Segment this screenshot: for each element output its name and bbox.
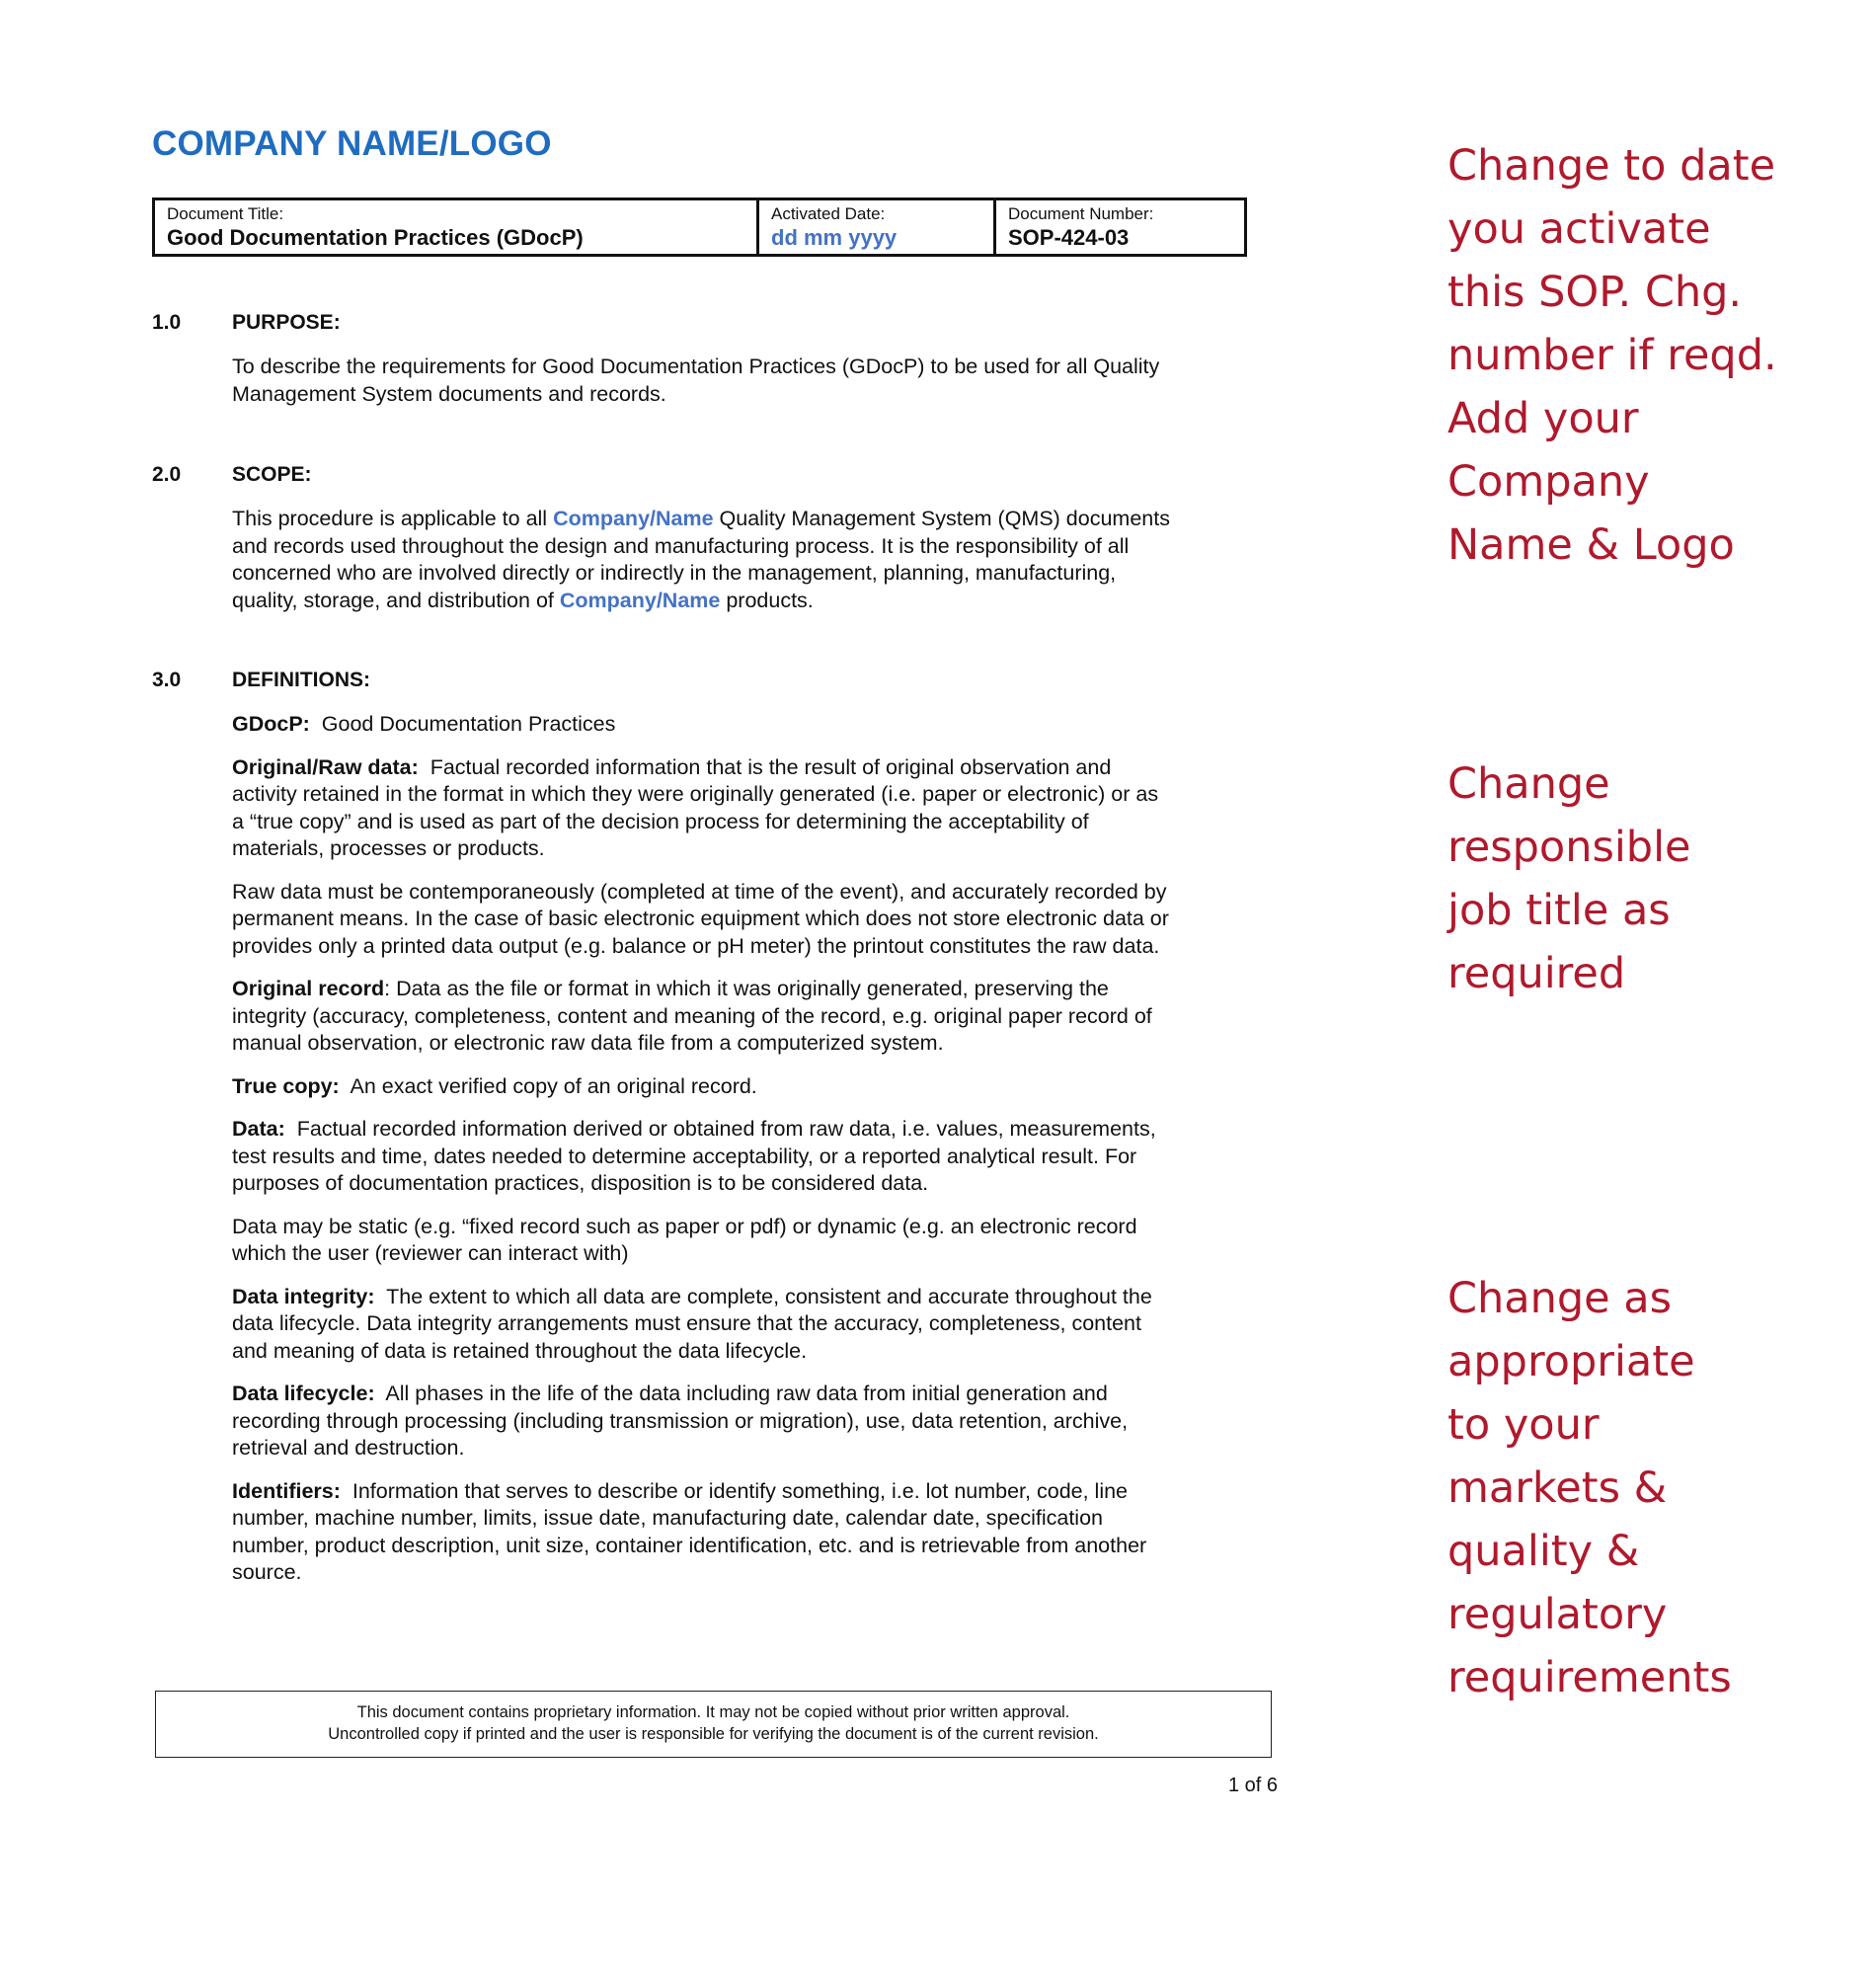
definition-data-integrity (232, 1284, 1298, 1366)
activated-date-value: dd mm yyyy (771, 225, 898, 250)
document-header-table (152, 198, 1247, 257)
annotation-line: number if reqd. (1447, 331, 1777, 380)
text-line (232, 588, 1298, 615)
section-scope-heading (152, 463, 312, 487)
annotation-line: requirements (1447, 1653, 1732, 1702)
purpose-text (232, 354, 1298, 408)
definition-term: True copy: (232, 1073, 340, 1098)
text-span: This procedure is applicable to all (232, 507, 554, 530)
text-line: Data may be static (e.g. “fixed record such as paper or pdf) or dynamic (e.g. an electronic record (232, 1214, 1137, 1238)
annotation-header-instructions (1447, 134, 1862, 577)
text-line: source. (232, 1560, 302, 1584)
paragraph-raw-data-requirements (232, 879, 1298, 961)
company-placeholder: Company/Name (553, 507, 714, 530)
text-line: data lifecycle. Data integrity arrangements must ensure that the accuracy, completeness, content (232, 1311, 1141, 1335)
annotation-line: Change as (1447, 1274, 1673, 1323)
annotation-line: required (1447, 949, 1626, 998)
text-line: purposes of documentation practices, disposition is to be considered data. (232, 1171, 929, 1195)
definition-text: The extent to which all data are complete, consistent and accurate throughout the (386, 1284, 1152, 1308)
definitions-text (232, 711, 1298, 1603)
doc-title-cell (155, 200, 759, 254)
document-number-cell (996, 200, 1244, 254)
text-line: integrity (accuracy, completeness, content and meaning of the record, e.g. original paper record of (232, 1003, 1152, 1028)
annotation-line: job title as (1447, 886, 1671, 935)
definition-original-record (232, 976, 1298, 1058)
section-definitions-heading (152, 669, 370, 692)
text-line: and meaning of data is retained throughout the data lifecycle. (232, 1338, 808, 1363)
confidentiality-footer (155, 1691, 1272, 1758)
text-line: recording through processing (including transmission or migration), use, data retention, archive, (232, 1408, 1129, 1433)
section-purpose-heading (152, 311, 341, 335)
annotation-line: responsible (1447, 823, 1691, 872)
annotation-line: quality & (1447, 1527, 1640, 1576)
text-line: retrieval and destruction. (232, 1436, 465, 1460)
definition-text: Factual recorded information derived or obtained from raw data, i.e. values, measurements, (296, 1117, 1156, 1141)
text-line: number, product description, unit size, container identification, etc. and is retrievable from another (232, 1533, 1147, 1557)
annotation-line: to your (1447, 1400, 1600, 1450)
definition-term: Data lifecycle: (232, 1382, 375, 1405)
definition-text: An exact verified copy of an original record. (350, 1073, 757, 1098)
definition-data-lifecycle (232, 1381, 1298, 1462)
text-line: To describe the requirements for Good Documentation Practices (GDocP) to be used for all Quality (232, 355, 1160, 378)
annotation-line: Change to date (1447, 141, 1776, 191)
definition-term: Data: (232, 1117, 285, 1141)
section-number: 1.0 (152, 311, 182, 334)
annotation-job-title (1447, 752, 1862, 1005)
annotation-line: this SOP. Chg. (1447, 268, 1743, 317)
paragraph-static-dynamic (232, 1214, 1298, 1268)
annotation-markets-requirements (1447, 1267, 1862, 1709)
section-title: DEFINITIONS: (232, 669, 370, 691)
footer-line: This document contains proprietary information. It may not be copied without prior written approval. (356, 1703, 1070, 1721)
text-span: quality, storage, and distribution of (232, 588, 560, 612)
doc-title-label: Document Title: (167, 204, 284, 223)
text-line: provides only a printed data output (e.g. balance or pH meter) the printout constitutes the raw data. (232, 933, 1160, 958)
text-span: Quality Management System (QMS) documents (713, 507, 1170, 530)
text-line: number, machine number, limits, issue date, manufacturing date, calendar date, specification (232, 1506, 1103, 1530)
document-number-value: SOP-424-03 (1008, 225, 1130, 250)
annotation-line: you activate (1447, 204, 1711, 254)
text-line: Raw data must be contemporaneously (completed at time of the event), and accurately recorded by (232, 879, 1167, 904)
definition-term: GDocP: (232, 712, 310, 736)
definition-term: Identifiers: (232, 1478, 341, 1503)
annotation-line: Add your (1447, 394, 1639, 443)
definition-term: Original/Raw data: (232, 754, 419, 779)
annotation-line: Change (1447, 759, 1610, 809)
definition-text: : Data as the file or format in which it was originally generated, preserving the (384, 977, 1109, 1000)
annotation-line: appropriate (1447, 1337, 1695, 1386)
definition-gdocp (232, 711, 1298, 739)
definition-term: Original record (232, 977, 385, 1000)
definition-text: Good Documentation Practices (321, 712, 616, 736)
text-line: materials, processes or products. (232, 836, 545, 860)
text-line: which the user (reviewer can interact with) (232, 1241, 629, 1265)
doc-title-value: Good Documentation Practices (GDocP) (167, 225, 584, 250)
text-line: manual observation, or electronic raw data file from a computerized system. (232, 1031, 944, 1055)
text-line: permanent means. In the case of basic electronic equipment which does not store electronic data or (232, 907, 1169, 930)
definition-data (232, 1116, 1298, 1198)
text-line (232, 506, 1298, 533)
section-title: PURPOSE: (232, 311, 341, 334)
annotation-line: Company (1447, 457, 1650, 507)
section-number: 3.0 (152, 669, 182, 691)
text-span: products. (720, 588, 814, 612)
definition-identifiers (232, 1478, 1298, 1587)
page-number: 1 of 6 (1227, 1775, 1278, 1796)
definition-term: Data integrity: (232, 1284, 375, 1308)
text-line: and records used throughout the design and manufacturing process. It is the responsibility of all (232, 533, 1130, 558)
annotation-line: regulatory (1447, 1590, 1668, 1639)
text-line: a “true copy” and is used as part of the decision process for determining the acceptability of (232, 809, 1089, 833)
text-line: concerned who are involved directly or indirectly in the management, planning, manufacturing, (232, 561, 1117, 585)
company-name-logo: COMPANY NAME/LOGO (152, 124, 552, 163)
definition-text: Information that serves to describe or identify something, i.e. lot number, code, line (352, 1478, 1129, 1503)
annotation-line: markets & (1447, 1463, 1668, 1513)
footer-line: Uncontrolled copy if printed and the user is responsible for verifying the document is of the current revision. (328, 1725, 1099, 1743)
section-title: SCOPE: (232, 463, 312, 486)
text-line: test results and time, dates needed to determine acceptability, or a reported analytical result. For (232, 1144, 1137, 1168)
activated-date-cell (759, 200, 996, 254)
scope-text (232, 506, 1298, 614)
definition-text: All phases in the life of the data including raw data from initial generation and (385, 1382, 1108, 1405)
definition-true-copy (232, 1073, 1298, 1101)
text-line: Management System documents and records. (232, 381, 666, 406)
text-line: activity retained in the format in which they were originally generated (i.e. paper or electronic) or as (232, 782, 1159, 806)
annotation-line: Name & Logo (1447, 520, 1735, 570)
definition-raw-data (232, 754, 1298, 863)
activated-date-label: Activated Date: (771, 204, 886, 223)
section-number: 2.0 (152, 463, 182, 486)
document-number-label: Document Number: (1008, 204, 1154, 223)
company-placeholder: Company/Name (559, 588, 721, 612)
definition-text: Factual recorded information that is the result of original observation and (430, 754, 1112, 779)
